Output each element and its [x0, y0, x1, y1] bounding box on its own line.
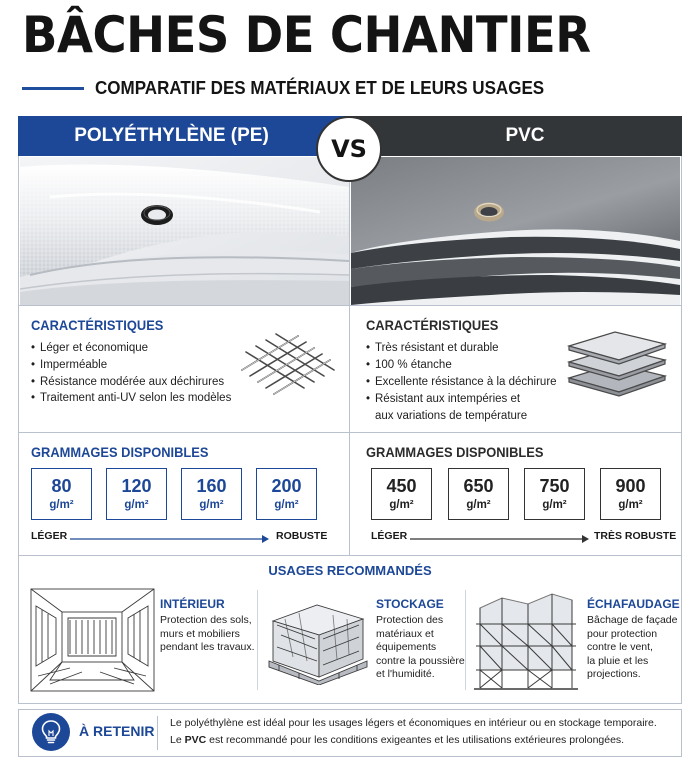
pvc-characteristics-list [366, 340, 557, 425]
pe-grammage-box [256, 468, 317, 520]
column-divider [349, 157, 350, 555]
grammage-unit: g/m² [466, 499, 491, 511]
list-item: • Résistant aux intempéries et [366, 391, 557, 408]
grammage-unit: g/m² [124, 499, 149, 511]
retain-line-2: Le PVC est recommandé pour les conditions exigeantes et les utilisations extérieures prolongées. [170, 734, 625, 746]
usage-separator [465, 590, 466, 690]
photo-divider [18, 305, 682, 306]
pe-characteristics-list [31, 340, 231, 407]
pe-grammage-box [181, 468, 242, 520]
pe-characteristics-title: CARACTÉRISTIQUES [31, 317, 164, 333]
layers-icon [565, 330, 671, 408]
grammage-unit: g/m² [274, 499, 299, 511]
pvc-grammage-box [600, 468, 661, 520]
pvc-grammage-box [371, 468, 432, 520]
arrow-right-icon [410, 531, 590, 541]
list-item: • Léger et économique [31, 340, 231, 357]
grammage-unit: g/m² [542, 499, 567, 511]
usage-storage-text: Protection des matériaux et équipements contre la poussière et l'humidité. [376, 614, 465, 681]
mesh-icon [238, 330, 338, 400]
usage-scaffold-title: ÉCHAFAUDAGE [587, 597, 680, 611]
pvc-grammage-box [524, 468, 585, 520]
retain-separator [157, 716, 158, 750]
grammage-unit: g/m² [389, 499, 414, 511]
retain-pvc-bold: PVC [184, 734, 207, 746]
pvc-grammage-box [448, 468, 509, 520]
usage-separator [257, 590, 258, 690]
usage-divider [18, 555, 682, 556]
list-item-continuation: aux variations de température [375, 410, 528, 423]
grommet-icon [141, 205, 173, 225]
pvc-scale-max: TRÈS ROBUSTE [594, 530, 677, 542]
list-item: • Excellente résistance à la déchirure [366, 374, 557, 391]
pe-grammage-box [31, 468, 92, 520]
list-item: • Résistance modérée aux déchirures [31, 374, 231, 391]
section-divider [18, 432, 682, 433]
grammage-value: 200 [271, 476, 302, 496]
pe-header: POLYÉTHYLÈNE (PE) [18, 116, 349, 156]
list-item: • Imperméable [31, 357, 231, 374]
pe-grammage-title: GRAMMAGES DISPONIBLES [31, 444, 209, 460]
grammage-value: 650 [463, 476, 494, 496]
grammage-value: 80 [51, 476, 72, 496]
scaffold-sketch-icon [472, 588, 580, 692]
usage-interior-text: Protection des sols, murs et mobiliers pendant les travaux. [160, 614, 255, 654]
grammage-value: 120 [121, 476, 152, 496]
retain-line-1: Le polyéthylène est idéal pour les usages légers et économiques en intérieur ou en stockage temporaire. [170, 717, 657, 729]
usages-title: USAGES RECOMMANDÉS [268, 563, 432, 578]
grammage-unit: g/m² [199, 499, 224, 511]
usage-interior-title: INTÉRIEUR [160, 597, 225, 611]
pvc-scale-min: LÉGER [371, 530, 408, 542]
grammage-value: 900 [615, 476, 646, 496]
pvc-characteristics-title: CARACTÉRISTIQUES [366, 317, 499, 333]
pvc-tarp-image [351, 157, 680, 305]
pallet-sketch-icon [263, 595, 371, 685]
lightbulb-icon [32, 713, 70, 751]
list-item: • Traitement anti-UV selon les modèles [31, 390, 231, 407]
pe-scale-max: ROBUSTE [276, 530, 328, 542]
grammage-unit: g/m² [49, 499, 74, 511]
pe-grammage-box [106, 468, 167, 520]
usage-storage-title: STOCKAGE [376, 597, 444, 611]
subtitle-accent-line [22, 87, 84, 90]
page-title: BÂCHES DE CHANTIER [22, 6, 591, 64]
pvc-grammage-title: GRAMMAGES DISPONIBLES [366, 444, 544, 460]
room-sketch-icon [30, 588, 155, 692]
pe-scale-min: LÉGER [31, 530, 68, 542]
grammage-unit: g/m² [618, 499, 643, 511]
grammage-value: 750 [539, 476, 570, 496]
grammage-value: 160 [196, 476, 227, 496]
list-item: • 100 % étanche [366, 357, 557, 374]
pe-tarp-image [20, 157, 349, 305]
arrow-right-icon [70, 531, 270, 541]
usage-scaffold-text: Bâchage de façade pour protection contre le vent, la pluie et les projections. [587, 614, 678, 681]
list-item: • Très résistant et durable [366, 340, 557, 357]
grommet-icon [474, 203, 504, 222]
page-subtitle: COMPARATIF DES MATÉRIAUX ET DE LEURS USAGES [95, 77, 545, 98]
grammage-value: 450 [386, 476, 417, 496]
vs-badge: VS [316, 116, 382, 182]
retain-title: À RETENIR [79, 723, 155, 739]
pvc-header: PVC [350, 116, 682, 156]
